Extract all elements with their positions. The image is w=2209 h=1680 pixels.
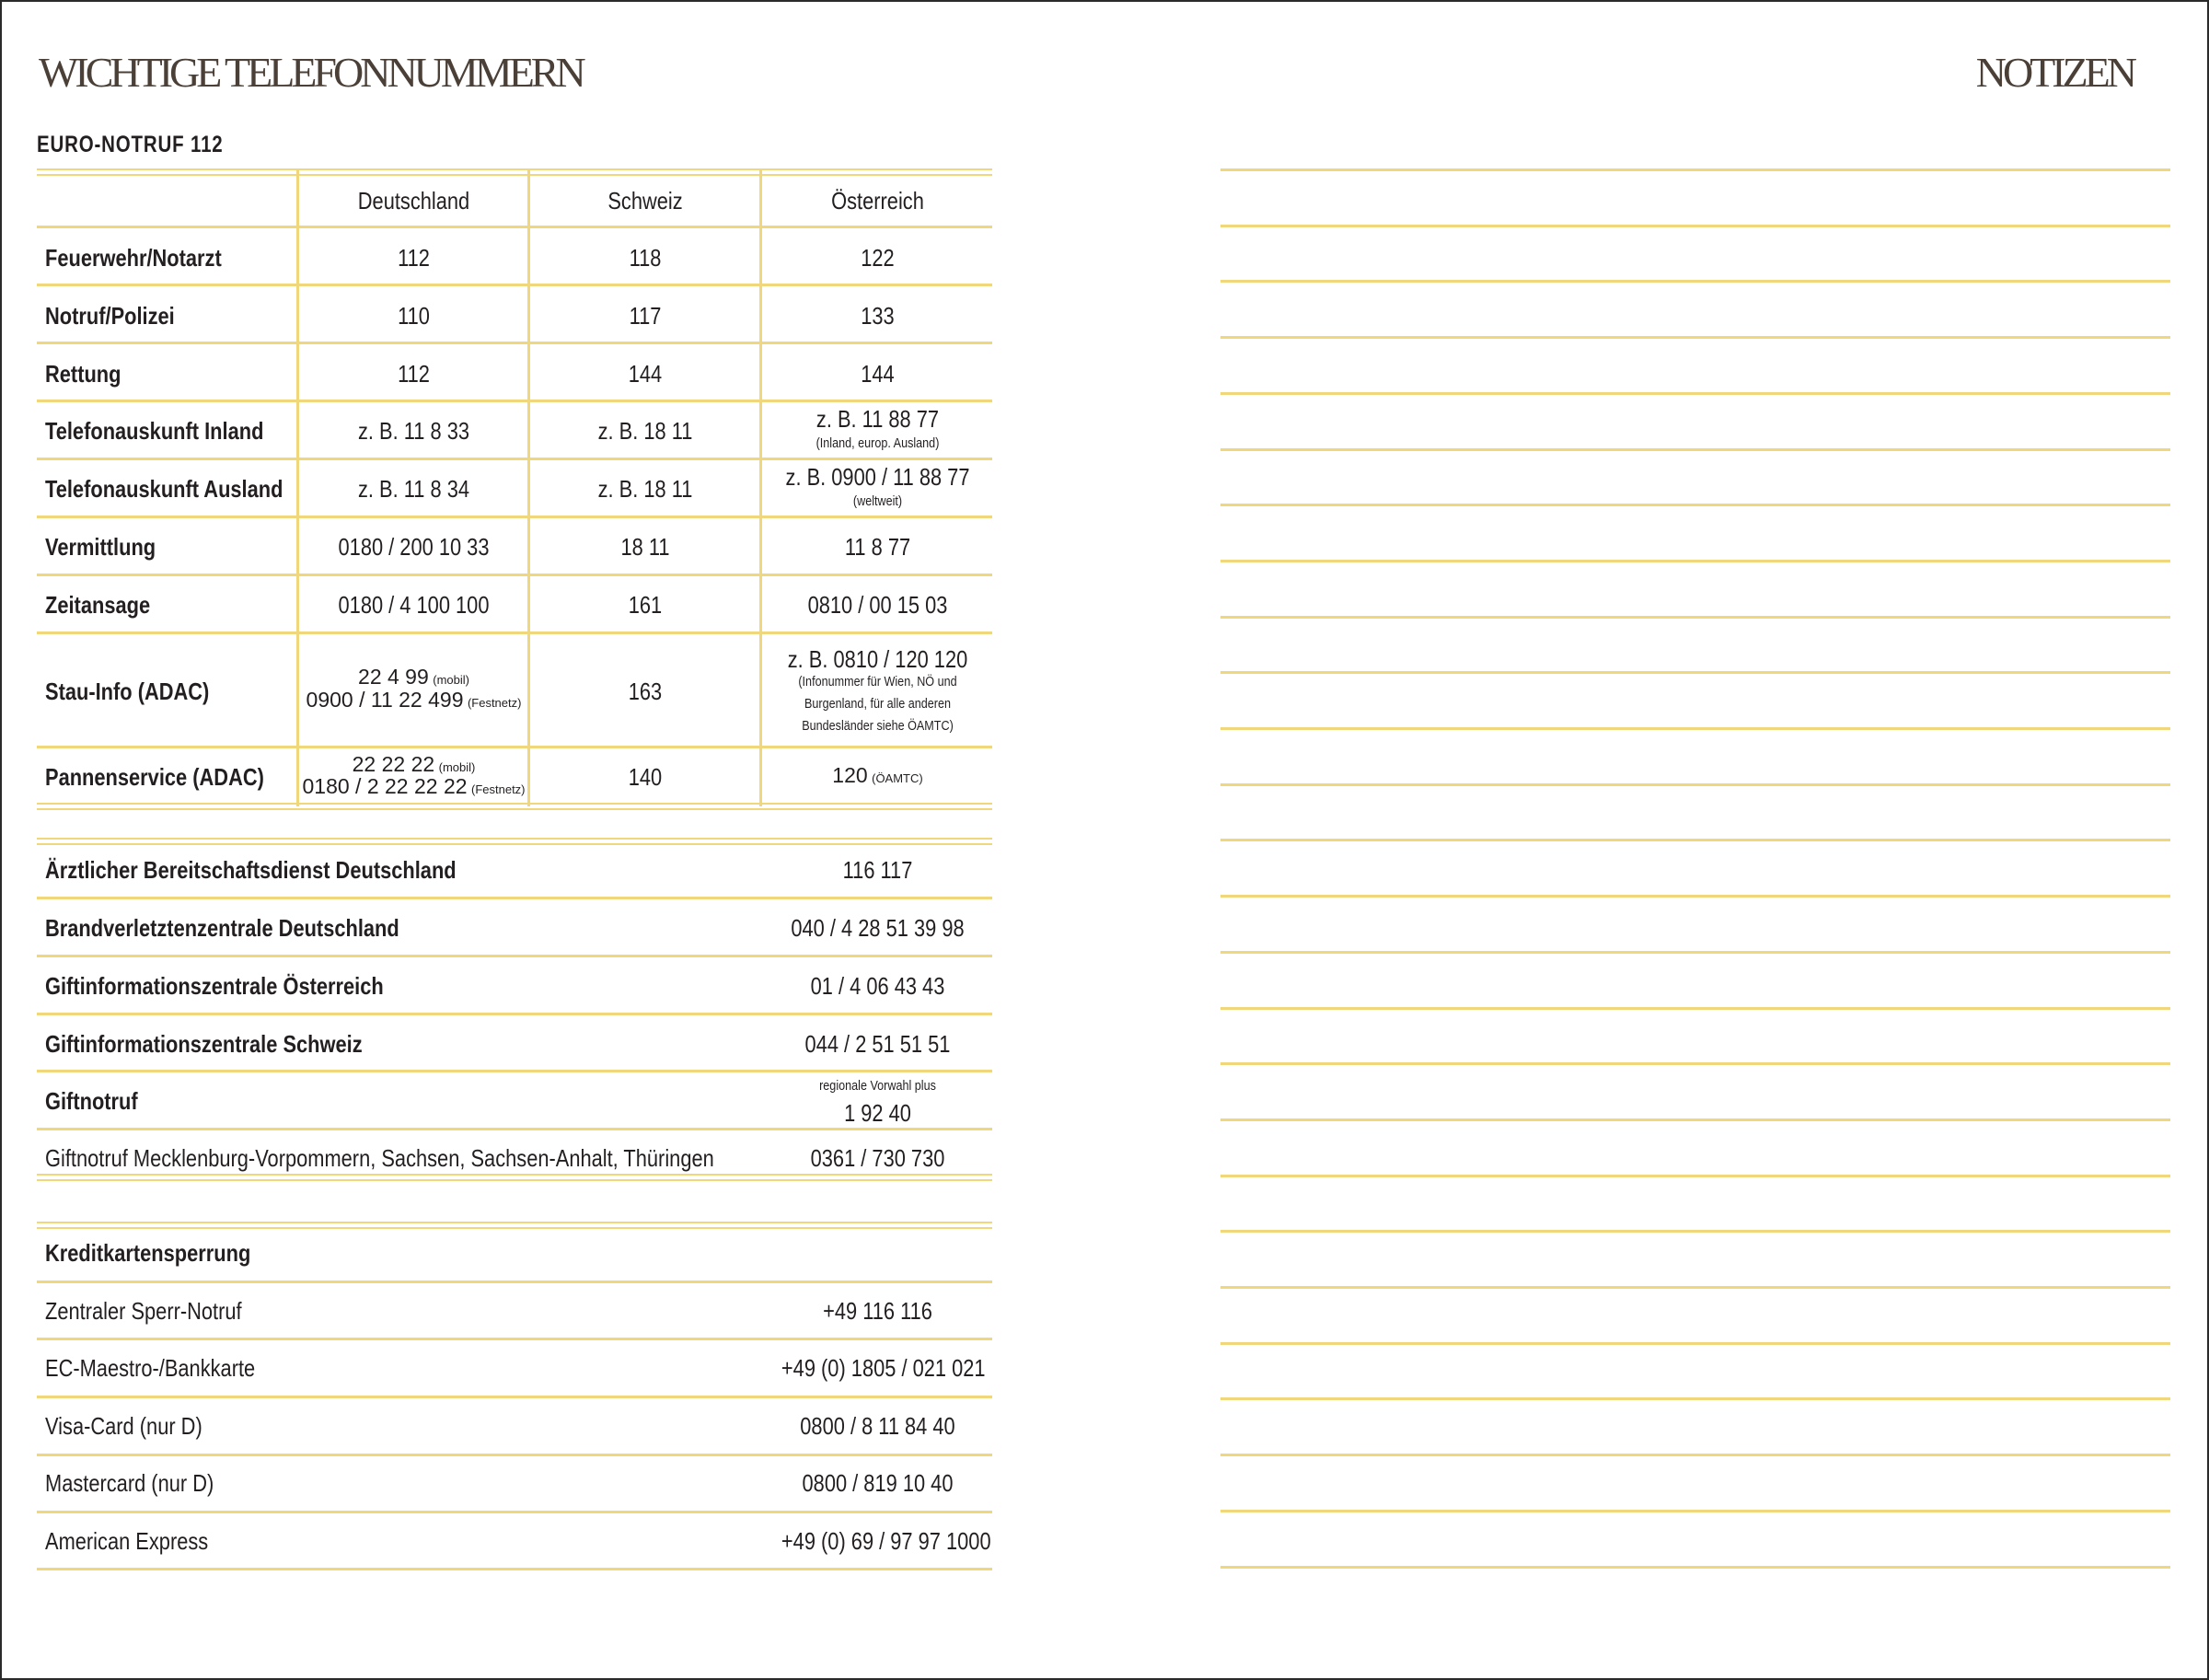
cell-value: 122 <box>861 244 895 272</box>
note-line <box>1220 225 2170 227</box>
cell-note: (Festnetz) <box>467 696 522 710</box>
credit-value: +49 (0) 1805 / 021 021 <box>781 1354 986 1382</box>
cell-note: Burgenland, für alle anderen <box>804 696 952 712</box>
row-divider <box>37 631 992 634</box>
cell-note: (Infonummer für Wien, NÖ und <box>798 674 957 689</box>
row-divider <box>37 516 992 518</box>
note-line <box>1220 727 2170 730</box>
row-divider <box>37 458 992 460</box>
row-divider <box>37 1568 992 1570</box>
row-divider <box>37 897 992 899</box>
cell-value: z. B. 18 11 <box>597 475 693 503</box>
service-value: 01 / 4 06 43 43 <box>810 972 945 1000</box>
credit-value: +49 (0) 69 / 97 97 1000 <box>781 1527 991 1555</box>
cell-multiline <box>300 666 527 688</box>
note-line <box>1220 168 2170 171</box>
note-line <box>1220 616 2170 619</box>
service-label: Giftinformationszentrale Österreich <box>45 972 384 1000</box>
cell-value: z. B. 11 88 77 <box>815 405 940 433</box>
cell-value: z. B. 11 8 33 <box>357 417 470 445</box>
cell-value: 0180 / 2 22 22 22 <box>302 774 468 798</box>
column-divider <box>527 168 530 806</box>
cell-value: 0180 / 200 10 33 <box>338 533 490 561</box>
section-label: EURO-NOTRUF 112 <box>37 132 224 157</box>
note-line <box>1220 1062 2170 1065</box>
credit-label: Zentraler Sperr-Notruf <box>45 1297 242 1325</box>
row-divider <box>37 1128 992 1130</box>
note-line <box>1220 1510 2170 1512</box>
note-line <box>1220 1007 2170 1010</box>
table-top-rule <box>37 168 992 176</box>
row-divider <box>37 342 992 344</box>
cell-value: 22 4 99 <box>358 665 429 689</box>
cell-value: 110 <box>398 302 430 330</box>
cell-value: 0900 / 11 22 499 <box>306 688 464 712</box>
cell-value: 18 11 <box>620 533 670 561</box>
page-title-right: NOTIZEN <box>1975 49 2134 96</box>
credit-label: American Express <box>45 1527 209 1555</box>
note-line <box>1220 1230 2170 1233</box>
credit-value: +49 116 116 <box>823 1297 932 1325</box>
cell-value: 161 <box>628 591 663 619</box>
row-label: Stau-Info (ADAC) <box>45 678 210 705</box>
credit-top-rule <box>37 1222 992 1229</box>
cell-value: 144 <box>861 360 895 388</box>
cell-value: z. B. 11 8 34 <box>357 475 470 503</box>
credit-value: 0800 / 819 10 40 <box>802 1469 954 1497</box>
cell-value: 0810 / 00 15 03 <box>807 591 948 619</box>
cell-value: z. B. 0900 / 11 88 77 <box>785 463 970 491</box>
column-header-schweiz: Schweiz <box>607 187 683 214</box>
row-divider <box>37 1070 992 1072</box>
row-divider <box>37 1013 992 1015</box>
row-label: Vermittlung <box>45 533 156 561</box>
service-value: 0361 / 730 730 <box>810 1144 945 1172</box>
cell-note: (mobil) <box>433 673 469 687</box>
service-label: Brandverletztenzentrale Deutschland <box>45 914 399 942</box>
services-bottom-rule <box>37 1174 992 1181</box>
service-label: Giftnotruf <box>45 1087 138 1115</box>
cell-value: 140 <box>628 763 663 791</box>
row-label: Telefonauskunft Ausland <box>45 475 283 503</box>
cell-value: 112 <box>398 244 430 272</box>
cell-value: 120 <box>832 763 868 787</box>
cell-note: Bundesländer siehe ÖAMTC) <box>802 718 954 734</box>
note-line <box>1220 839 2170 841</box>
service-value: 040 / 4 28 51 39 98 <box>791 914 965 942</box>
service-value: 044 / 2 51 51 51 <box>804 1030 951 1058</box>
service-value: 1 92 40 <box>844 1099 911 1127</box>
service-value-note: regionale Vorwahl plus <box>819 1078 936 1094</box>
row-label: Rettung <box>45 360 121 388</box>
cell-note: (weltweit) <box>852 493 903 509</box>
row-label: Telefonauskunft Inland <box>45 417 264 445</box>
note-line <box>1220 336 2170 339</box>
column-divider <box>759 168 762 806</box>
cell-value: 118 <box>629 244 662 272</box>
row-label: Zeitansage <box>45 591 151 619</box>
column-header-deutschland: Deutschland <box>357 187 470 214</box>
service-label: Giftinformationszentrale Schweiz <box>45 1030 363 1058</box>
note-line <box>1220 504 2170 506</box>
row-divider <box>37 1280 992 1283</box>
row-divider <box>37 1511 992 1513</box>
cell-value: 0180 / 4 100 100 <box>338 591 490 619</box>
note-line <box>1220 1118 2170 1121</box>
note-line <box>1220 1454 2170 1456</box>
cell-value: z. B. 18 11 <box>597 417 693 445</box>
cell-value: z. B. 0810 / 120 120 <box>787 645 968 673</box>
row-divider <box>37 1454 992 1456</box>
cell-value: 117 <box>629 302 662 330</box>
row-label: Pannenservice (ADAC) <box>45 763 264 791</box>
row-divider <box>37 400 992 402</box>
note-line <box>1220 951 2170 954</box>
credit-label: Mastercard (nur D) <box>45 1469 214 1497</box>
cell-value: 144 <box>628 360 663 388</box>
credit-value: 0800 / 8 11 84 40 <box>800 1412 955 1440</box>
column-header-oesterreich: Österreich <box>831 187 924 214</box>
page-title-left: WICHTIGE TELEFONNUMMERN <box>39 49 583 96</box>
services-top-rule <box>37 838 992 845</box>
note-line <box>1220 1286 2170 1289</box>
cell-value: 11 8 77 <box>844 533 911 561</box>
cell-value: 133 <box>861 302 895 330</box>
note-line <box>1220 280 2170 283</box>
service-label: Giftnotruf Mecklenburg-Vorpommern, Sachsen, Sachsen-Anhalt, Thüringen <box>45 1144 714 1172</box>
service-value: 116 117 <box>842 856 913 884</box>
note-line <box>1220 1397 2170 1400</box>
row-divider <box>37 746 992 748</box>
row-divider <box>37 1338 992 1340</box>
credit-label: Visa-Card (nur D) <box>45 1412 202 1440</box>
cell-note: (mobil) <box>438 760 476 774</box>
note-line <box>1220 1342 2170 1345</box>
cell-multiline <box>763 765 992 786</box>
row-divider <box>37 1396 992 1398</box>
row-divider <box>37 574 992 576</box>
table-bottom-rule <box>37 803 992 810</box>
credit-heading: Kreditkartensperrung <box>45 1239 251 1267</box>
cell-note: (Festnetz) <box>471 782 526 796</box>
service-label: Ärztlicher Bereitschaftsdienst Deutschland <box>45 856 457 884</box>
credit-label: EC-Maestro-/Bankkarte <box>45 1354 256 1382</box>
cell-multiline <box>300 689 527 711</box>
cell-value: 22 22 22 <box>352 752 435 776</box>
row-divider <box>37 226 992 228</box>
cell-value: 112 <box>398 360 430 388</box>
note-line <box>1220 560 2170 562</box>
note-line <box>1220 671 2170 674</box>
cell-value: 163 <box>628 678 663 705</box>
note-line <box>1220 392 2170 395</box>
row-divider <box>37 284 992 286</box>
note-line <box>1220 1566 2170 1569</box>
cell-multiline <box>300 754 527 775</box>
row-divider <box>37 955 992 957</box>
row-label: Notruf/Polizei <box>45 302 175 330</box>
note-line <box>1220 1175 2170 1177</box>
row-label: Feuerwehr/Notarzt <box>45 244 222 272</box>
cell-multiline <box>300 776 527 797</box>
column-divider <box>296 168 299 806</box>
note-line <box>1220 783 2170 786</box>
note-line <box>1220 895 2170 898</box>
note-line <box>1220 448 2170 451</box>
cell-note: (ÖAMTC) <box>872 771 923 785</box>
cell-note: (Inland, europ. Ausland) <box>815 435 940 451</box>
